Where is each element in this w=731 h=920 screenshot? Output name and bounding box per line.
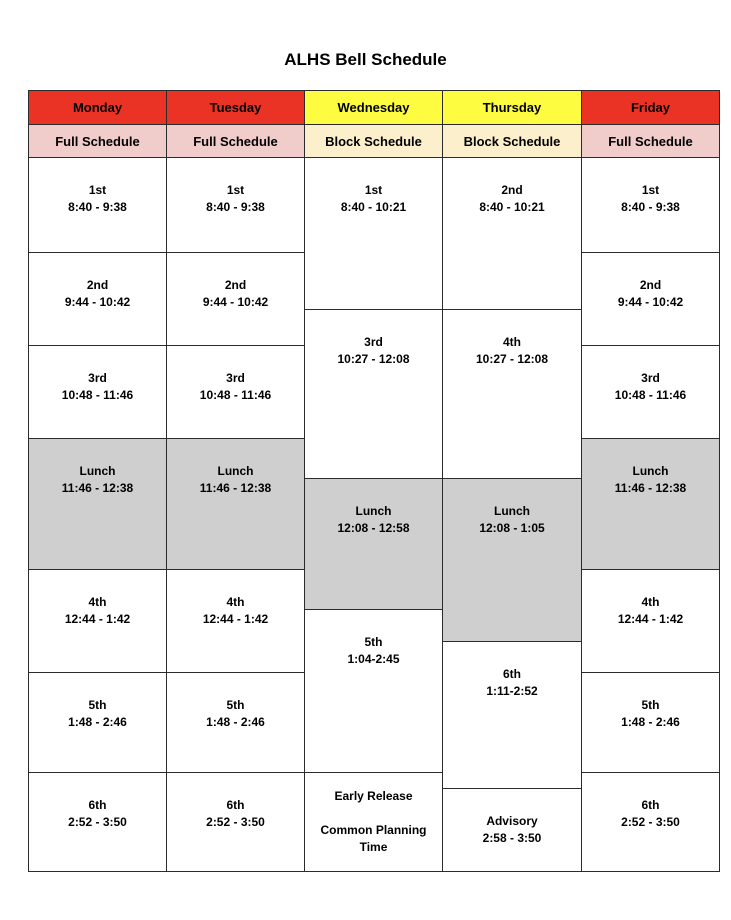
period-time: 8:40 - 10:21: [479, 200, 545, 214]
period-time: 9:44 - 10:42: [202, 295, 269, 309]
period-cell: [166, 345, 305, 439]
page-title: ALHS Bell Schedule: [284, 50, 447, 69]
period-label: Lunch: [355, 504, 392, 518]
period-cell: [442, 157, 582, 310]
day-header-wednesday: Wednesday: [304, 90, 443, 125]
period-note: Common Planning Time: [320, 823, 427, 854]
period-label: 3rd: [88, 371, 107, 385]
schedule-type-thursday: Block Schedule: [442, 124, 582, 158]
period-label: 4th: [88, 595, 107, 609]
period-time: 10:48 - 11:46: [199, 388, 272, 402]
period-label: 6th: [226, 798, 245, 812]
period-time: 10:48 - 11:46: [614, 388, 687, 402]
period-label: 2nd: [224, 278, 247, 292]
period-label: Lunch: [632, 464, 669, 478]
period-time: 12:08 - 1:05: [479, 521, 545, 535]
period-time: 11:46 - 12:38: [199, 481, 272, 495]
lunch-cell: [28, 438, 167, 570]
lunch-cell: [581, 438, 720, 570]
period-label: 6th: [88, 798, 107, 812]
period-label: Advisory: [486, 814, 538, 828]
lunch-cell: [304, 478, 443, 610]
period-label: 4th: [226, 595, 245, 609]
period-cell: [304, 609, 443, 773]
period-cell: [442, 309, 582, 479]
period-time: 12:44 - 1:42: [617, 612, 684, 626]
day-header-thursday: Thursday: [442, 90, 582, 125]
period-cell: [166, 157, 305, 253]
advisory-cell: [442, 788, 582, 872]
lunch-cell: [166, 438, 305, 570]
period-label: Lunch: [217, 464, 254, 478]
period-label: 3rd: [364, 335, 383, 349]
period-label: 4th: [641, 595, 660, 609]
period-time: 1:11-2:52: [486, 684, 538, 698]
period-time: 12:44 - 1:42: [64, 612, 131, 626]
period-cell: [166, 569, 305, 673]
period-time: 11:46 - 12:38: [61, 481, 134, 495]
period-label: 2nd: [86, 278, 109, 292]
period-time: 1:48 - 2:46: [68, 715, 127, 729]
period-label: 5th: [641, 698, 660, 712]
period-cell: [442, 641, 582, 789]
period-cell: [28, 252, 167, 346]
schedule-type-monday: Full Schedule: [28, 124, 167, 158]
period-cell: [581, 345, 720, 439]
period-time: 1:48 - 2:46: [621, 715, 680, 729]
period-cell: [28, 569, 167, 673]
period-cell: [581, 772, 720, 872]
period-time: 10:48 - 11:46: [61, 388, 134, 402]
period-label: 5th: [364, 635, 383, 649]
period-label: 1st: [226, 183, 245, 197]
period-cell: [28, 772, 167, 872]
schedule-type-wednesday: Block Schedule: [304, 124, 443, 158]
period-label: 1st: [641, 183, 660, 197]
period-cell: [581, 569, 720, 673]
period-time: 9:44 - 10:42: [64, 295, 131, 309]
early-release-cell: [304, 772, 443, 872]
period-cell: [581, 157, 720, 253]
period-label: Lunch: [79, 464, 116, 478]
period-cell: [581, 252, 720, 346]
period-time: 10:27 - 12:08: [337, 352, 410, 366]
period-time: 9:44 - 10:42: [617, 295, 684, 309]
period-label: 5th: [226, 698, 245, 712]
period-cell: [304, 157, 443, 310]
period-time: 8:40 - 9:38: [68, 200, 127, 214]
period-cell: [28, 157, 167, 253]
period-cell: [304, 309, 443, 479]
period-label: 2nd: [501, 183, 523, 197]
schedule-table: [28, 90, 720, 872]
period-label: 3rd: [226, 371, 245, 385]
period-label: 5th: [88, 698, 107, 712]
period-time: 10:27 - 12:08: [475, 352, 549, 366]
period-time: 8:40 - 9:38: [206, 200, 265, 214]
period-label: Early Release: [334, 789, 413, 803]
period-cell: [28, 345, 167, 439]
period-time: 12:44 - 1:42: [202, 612, 269, 626]
schedule-type-friday: Full Schedule: [581, 124, 720, 158]
schedule-type-tuesday: Full Schedule: [166, 124, 305, 158]
day-header-tuesday: Tuesday: [166, 90, 305, 125]
period-label: 1st: [88, 183, 107, 197]
period-time: 12:08 - 12:58: [337, 521, 410, 535]
period-cell: [581, 672, 720, 773]
period-time: 2:58 - 3:50: [482, 831, 542, 845]
period-time: 2:52 - 3:50: [206, 815, 265, 829]
period-label: 3rd: [641, 371, 660, 385]
period-time: 1:04-2:45: [347, 652, 400, 666]
period-time: 2:52 - 3:50: [621, 815, 680, 829]
period-label: 4th: [503, 335, 521, 349]
period-cell: [166, 252, 305, 346]
period-label: 6th: [503, 667, 521, 681]
day-header-friday: Friday: [581, 90, 720, 125]
period-label: 2nd: [639, 278, 662, 292]
period-time: 11:46 - 12:38: [614, 481, 687, 495]
period-cell: [166, 672, 305, 773]
lunch-cell: [442, 478, 582, 642]
period-cell: [28, 672, 167, 773]
period-label: 6th: [641, 798, 660, 812]
period-time: 1:48 - 2:46: [206, 715, 265, 729]
day-header-monday: Monday: [28, 90, 167, 125]
period-time: 8:40 - 10:21: [340, 200, 407, 214]
period-label: 1st: [364, 183, 383, 197]
period-label: Lunch: [494, 504, 530, 518]
period-cell: [166, 772, 305, 872]
period-time: 8:40 - 9:38: [621, 200, 680, 214]
period-time: 2:52 - 3:50: [68, 815, 127, 829]
